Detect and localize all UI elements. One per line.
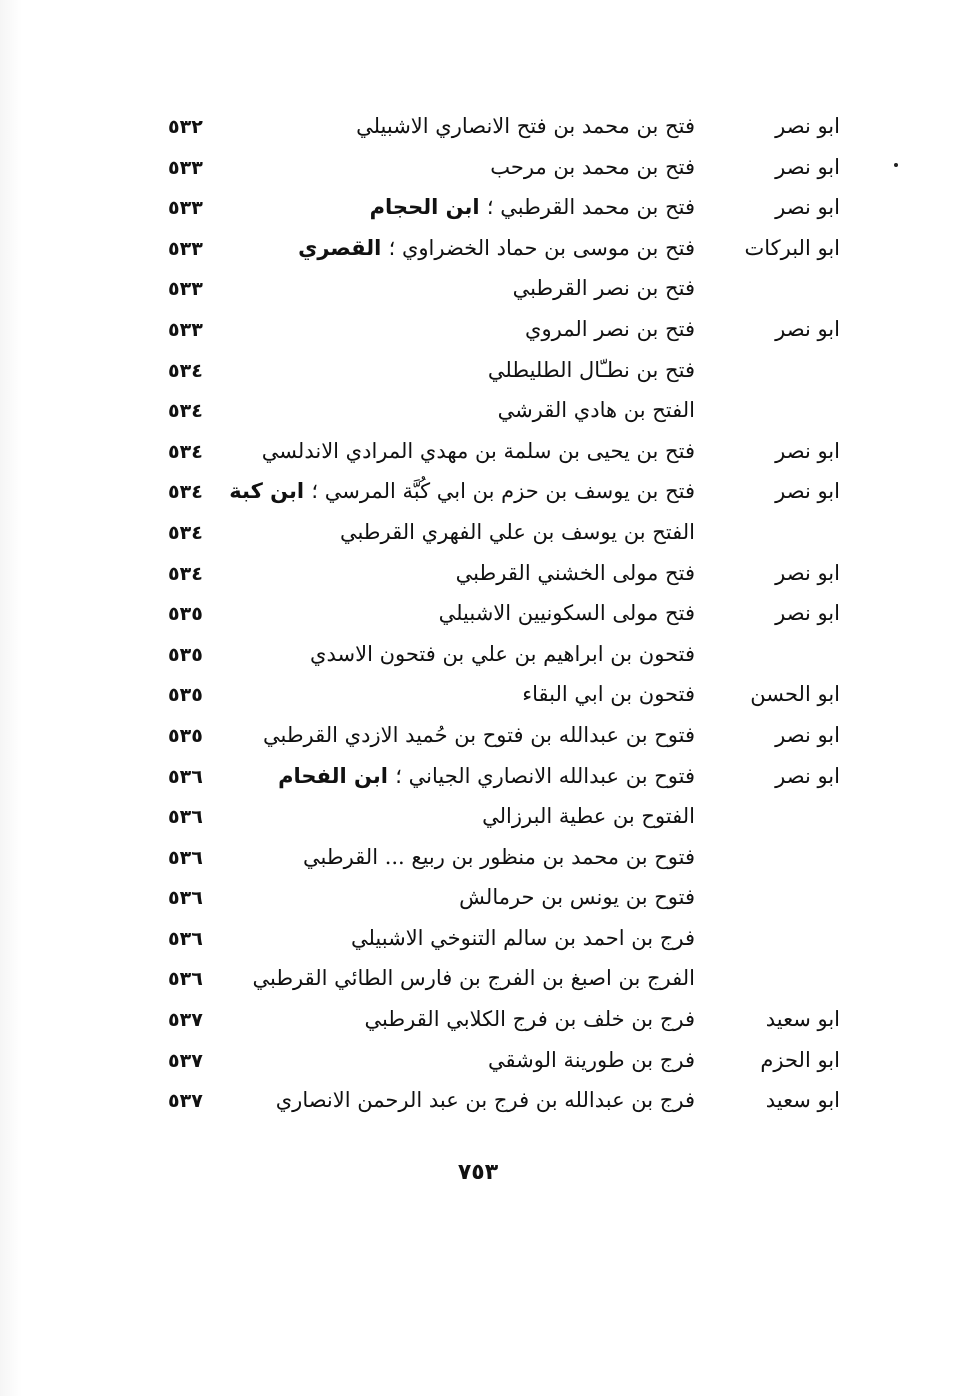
index-entry — [160, 147, 850, 188]
index-list — [160, 106, 850, 1121]
entry-name-text: الفرج بن اصبغ بن الفرج بن فارس الطائي القرطبي — [252, 966, 695, 991]
entry-page-ref: ٥٣٦ — [168, 887, 203, 910]
entry-name — [215, 719, 695, 751]
entry-kunya: ابو الحسن — [750, 682, 840, 707]
entry-kunya: ابو نصر — [775, 438, 840, 463]
entry-name-text: الفتوح بن عطية البرزالي — [482, 804, 695, 829]
index-entry — [160, 756, 850, 797]
entry-alias: ابن الحجام — [369, 195, 487, 220]
entry-page-ref: ٥٣٤ — [168, 521, 203, 544]
entry-name-text: فتح بن محمد القرطبي ؛ — [486, 195, 695, 220]
entry-name — [215, 354, 695, 386]
index-entry — [160, 268, 850, 309]
entry-kunya: ابو نصر — [775, 195, 840, 220]
index-entry — [160, 715, 850, 756]
entry-name-text: فتح بن نصر القرطبي — [512, 276, 695, 301]
entry-name-text: الفتح بن يوسف بن علي الفهري القرطبي — [339, 519, 695, 544]
entry-page-ref: ٥٣٤ — [168, 481, 203, 504]
entry-page-ref: ٥٣٣ — [168, 156, 203, 179]
entry-kunya: ابو نصر — [775, 479, 840, 504]
index-entry — [160, 999, 850, 1040]
entry-name-text: الفتح بن هادي القرشي — [497, 398, 695, 423]
entry-name — [215, 922, 695, 954]
entry-page-ref: ٥٣٤ — [168, 562, 203, 585]
entry-page-ref: ٥٣٥ — [168, 643, 203, 666]
index-entry — [160, 512, 850, 553]
entry-name — [215, 841, 695, 873]
index-entry — [160, 593, 850, 634]
index-entry — [160, 877, 850, 918]
entry-name-text: فرج بن خلف بن فرج الكلابي القرطبي — [364, 1007, 695, 1032]
entry-page-ref: ٥٣٤ — [168, 440, 203, 463]
ink-speck — [894, 163, 898, 167]
index-entry — [160, 918, 850, 959]
index-entry — [160, 187, 850, 228]
entry-page-ref: ٥٣٤ — [168, 400, 203, 423]
entry-page-ref: ٥٣٧ — [168, 1090, 203, 1113]
entry-page-ref: ٥٣٣ — [168, 237, 203, 260]
index-entry — [160, 1080, 850, 1121]
entry-page-ref: ٥٣٧ — [168, 1009, 203, 1032]
entry-name — [215, 516, 695, 548]
entry-name — [215, 232, 695, 264]
entry-name — [215, 1084, 695, 1116]
entry-page-ref: ٥٣٧ — [168, 1049, 203, 1072]
entry-kunya: ابو نصر — [775, 722, 840, 747]
entry-alias: ابن الفحام — [278, 763, 396, 788]
entry-name-text: فتح مولى السكونيين الاشبيلي — [438, 601, 695, 626]
entry-name — [215, 638, 695, 670]
index-entry — [160, 958, 850, 999]
entry-name — [215, 881, 695, 913]
entry-name-text: فتوح بن عبدالله بن فتوح بن حُميد الازدي القرطبي — [262, 722, 695, 747]
entry-kunya: ابو الحزم — [760, 1047, 840, 1072]
entry-page-ref: ٥٣٣ — [168, 197, 203, 220]
entry-page-ref: ٥٣٦ — [168, 765, 203, 788]
entry-name-text: فرج بن طورينة الوشقي — [488, 1047, 695, 1072]
index-entry — [160, 796, 850, 837]
entry-page-ref: ٥٣٦ — [168, 806, 203, 829]
entry-name-text: فتوح بن محمد بن منظور بن ربيع ... القرطبي — [303, 844, 695, 869]
index-entry — [160, 106, 850, 147]
entry-name — [215, 435, 695, 467]
index-entry — [160, 837, 850, 878]
entry-name-text: فتح مولى الخشني القرطبي — [455, 560, 695, 585]
entry-name-text: فتحون بن ابي البقاء — [522, 682, 695, 707]
entry-page-ref: ٥٣٦ — [168, 846, 203, 869]
entry-kunya: ابو سعيد — [765, 1007, 840, 1032]
entry-name — [215, 597, 695, 629]
entry-page-ref: ٥٣٥ — [168, 684, 203, 707]
index-entry — [160, 228, 850, 269]
entry-name — [215, 557, 695, 589]
entry-kunya: ابو نصر — [775, 316, 840, 341]
entry-name — [215, 1044, 695, 1076]
entry-name — [215, 1003, 695, 1035]
entry-kunya: ابو نصر — [775, 601, 840, 626]
index-entry — [160, 674, 850, 715]
entry-page-ref: ٥٣٢ — [168, 116, 203, 138]
entry-alias: القصري — [298, 235, 389, 260]
entry-name — [215, 110, 695, 142]
entry-page-ref: ٥٣٥ — [168, 724, 203, 747]
entry-name — [215, 313, 695, 345]
entry-kunya: ابو البركات — [744, 235, 840, 260]
entry-name-text: فتوح بن عبدالله الانصاري الجياني ؛ — [395, 763, 695, 788]
entry-name-text: فتح بن يوسف بن حزم بن ابي كُبَّة المرسي ؛ — [311, 479, 695, 504]
entry-page-ref: ٥٣٤ — [168, 359, 203, 382]
entry-name — [215, 800, 695, 832]
index-entry — [160, 471, 850, 512]
entry-name-text: فرج بن عبدالله بن فرج بن عبد الرحمن الانصاري — [275, 1088, 695, 1113]
entry-name-text: فتحون بن ابراهيم بن علي بن فتحون الاسدي — [310, 641, 695, 666]
index-entry — [160, 634, 850, 675]
entry-name — [215, 151, 695, 183]
entry-page-ref: ٥٣٣ — [168, 278, 203, 301]
entry-name-text: فتوح بن يونس بن حرمالش — [459, 885, 695, 910]
entry-name-text: فتح بن نصر المروي — [525, 316, 695, 341]
entry-name-text: فتح بن محمد بن فتح الانصاري الاشبيلي — [356, 114, 695, 138]
entry-kunya: ابو سعيد — [765, 1088, 840, 1113]
index-entry — [160, 1040, 850, 1081]
entry-kunya: ابو نصر — [775, 560, 840, 585]
entry-name — [215, 760, 695, 792]
entry-kunya: ابو نصر — [775, 114, 840, 138]
entry-page-ref: ٥٣٥ — [168, 603, 203, 626]
entry-kunya: ابو نصر — [775, 154, 840, 179]
entry-page-ref: ٥٣٦ — [168, 968, 203, 991]
entry-page-ref: ٥٣٣ — [168, 318, 203, 341]
index-entry — [160, 309, 850, 350]
entry-name-text: فتح بن محمد بن مرحب — [490, 154, 695, 179]
entry-page-ref: ٥٣٦ — [168, 927, 203, 950]
entry-name — [215, 394, 695, 426]
index-entry — [160, 553, 850, 594]
entry-name — [215, 272, 695, 304]
index-entry — [160, 431, 850, 472]
entry-kunya: ابو نصر — [775, 763, 840, 788]
entry-name — [215, 475, 695, 507]
entry-name-text: فرج بن احمد بن سالم التنوخي الاشبيلي — [350, 925, 695, 950]
entry-alias: ابن كبة — [229, 479, 312, 504]
entry-name-text: فتح بن نطـّال الطليطلي — [487, 357, 695, 382]
page-number: ٧٥٣ — [457, 1160, 499, 1185]
entry-name — [215, 962, 695, 994]
entry-name — [215, 678, 695, 710]
index-entry — [160, 350, 850, 391]
entry-name-text: فتح بن يحيى بن سلمة بن مهدي المرادي الاندلسي — [261, 438, 695, 463]
entry-name-text: فتح بن موسى بن حماد الخضراوي ؛ — [388, 235, 695, 260]
index-entry — [160, 390, 850, 431]
entry-name — [215, 191, 695, 223]
